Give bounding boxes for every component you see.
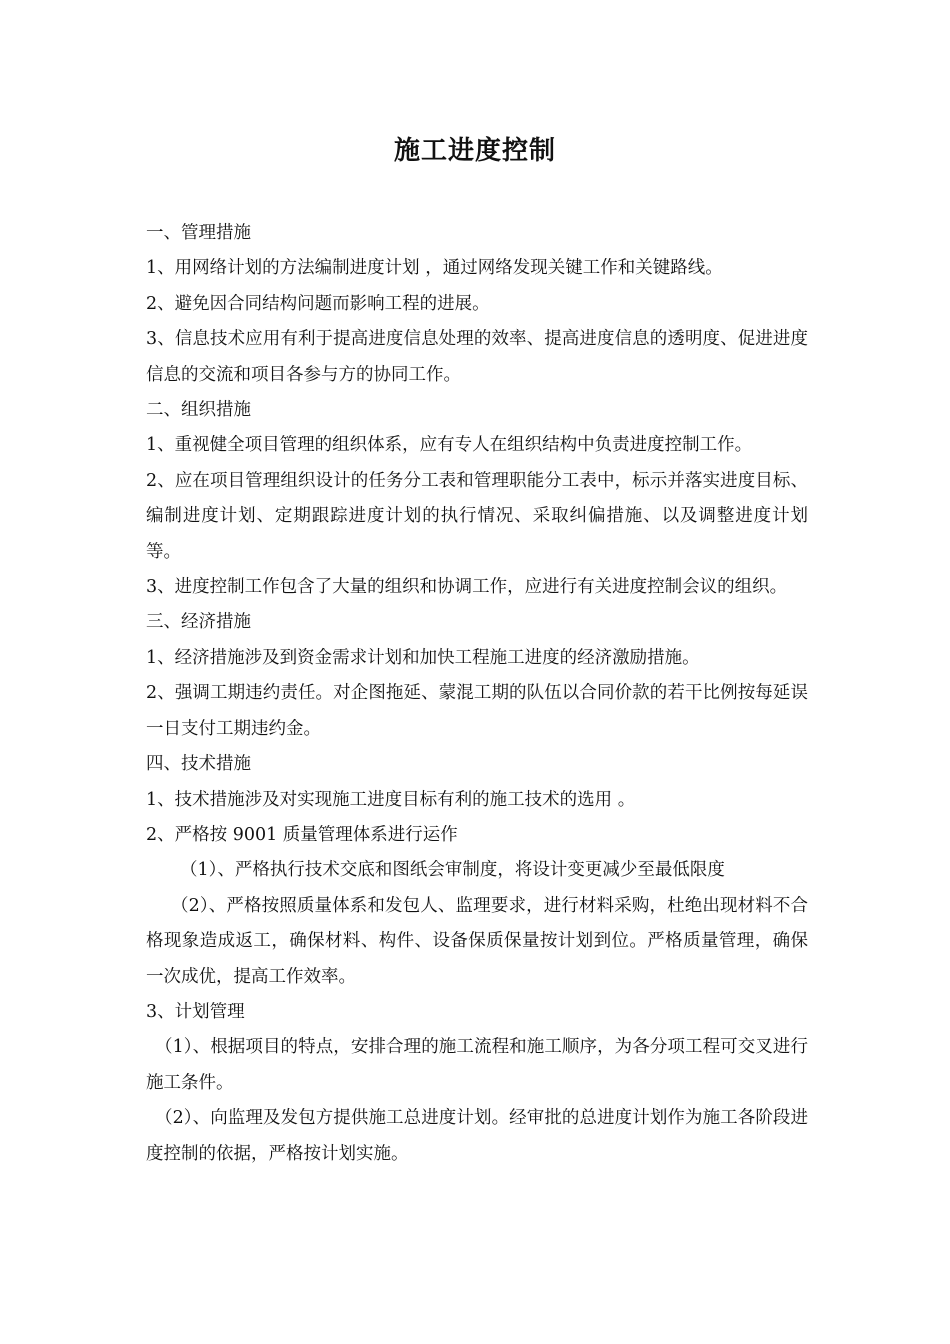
sub-paragraph: （2）、严格按照质量体系和发包人、监理要求，进行材料采购，杜绝出现材料不合格现象造成返工，确保材料、构件、设备保质保量按计划到位。严格质量管理，确保一次成优，提高工作效率。 bbox=[146, 895, 808, 987]
section-heading: 四、技术措施 bbox=[146, 754, 251, 775]
document-title: 施工进度控制 bbox=[393, 136, 556, 166]
paragraph: 3、信息技术应用有利于提高进度信息处理的效率、提高进度信息的透明度、促进进度信息的交流和项目各参与方的协同工作。 bbox=[146, 329, 808, 385]
paragraph: 2、应在项目管理组织设计的任务分工表和管理职能分工表中，标示并落实进度目标、编制进度计划、定期跟踪进度计划的执行情况、采取纠偏措施、以及调整进度计划等。 bbox=[146, 470, 808, 562]
paragraph: 3、进度控制工作包含了大量的组织和协调工作，应进行有关进度控制会议的组织。 bbox=[146, 577, 788, 598]
section-heading: 一、管理措施 bbox=[146, 223, 251, 243]
paragraph: 1、重视健全项目管理的组织体系，应有专人在组织结构中负责进度控制工作。 bbox=[146, 435, 753, 456]
paragraph: 3、计划管理 bbox=[146, 1001, 245, 1022]
paragraph: 2、避免因合同结构问题而影响工程的进展。 bbox=[146, 293, 490, 314]
sub-paragraph: （2）、向监理及发包方提供施工总进度计划。经审批的总进度计划作为施工各阶段进度控制的依据，严格按计划实施。 bbox=[146, 1108, 808, 1164]
paragraph: 2、严格按 9001 质量管理体系进行运作 bbox=[146, 824, 458, 845]
paragraph: 1、经济措施涉及到资金需求计划和加快工程施工进度的经济激励措施。 bbox=[146, 647, 700, 668]
paragraph: 1、技术措施涉及对实现施工进度目标有利的施工技术的选用 。 bbox=[146, 789, 636, 810]
sub-paragraph: （1）、严格执行技术交底和图纸会审制度，将设计变更减少至最低限度 bbox=[180, 860, 725, 881]
paragraph: 2、强调工期违约责任。对企图拖延、蒙混工期的队伍以合同价款的若干比例按每延误一日支付工期违约金。 bbox=[146, 683, 808, 739]
section-heading: 二、组织措施 bbox=[146, 400, 251, 421]
document-body bbox=[146, 216, 808, 1172]
paragraph: 1、用网络计划的方法编制进度计划 ，通过网络发现关键工作和关键路线。 bbox=[146, 258, 723, 279]
section-heading: 三、经济措施 bbox=[146, 612, 251, 633]
sub-paragraph: （1）、根据项目的特点，安排合理的施工流程和施工顺序，为各分项工程可交叉进行施工条件。 bbox=[146, 1037, 808, 1093]
